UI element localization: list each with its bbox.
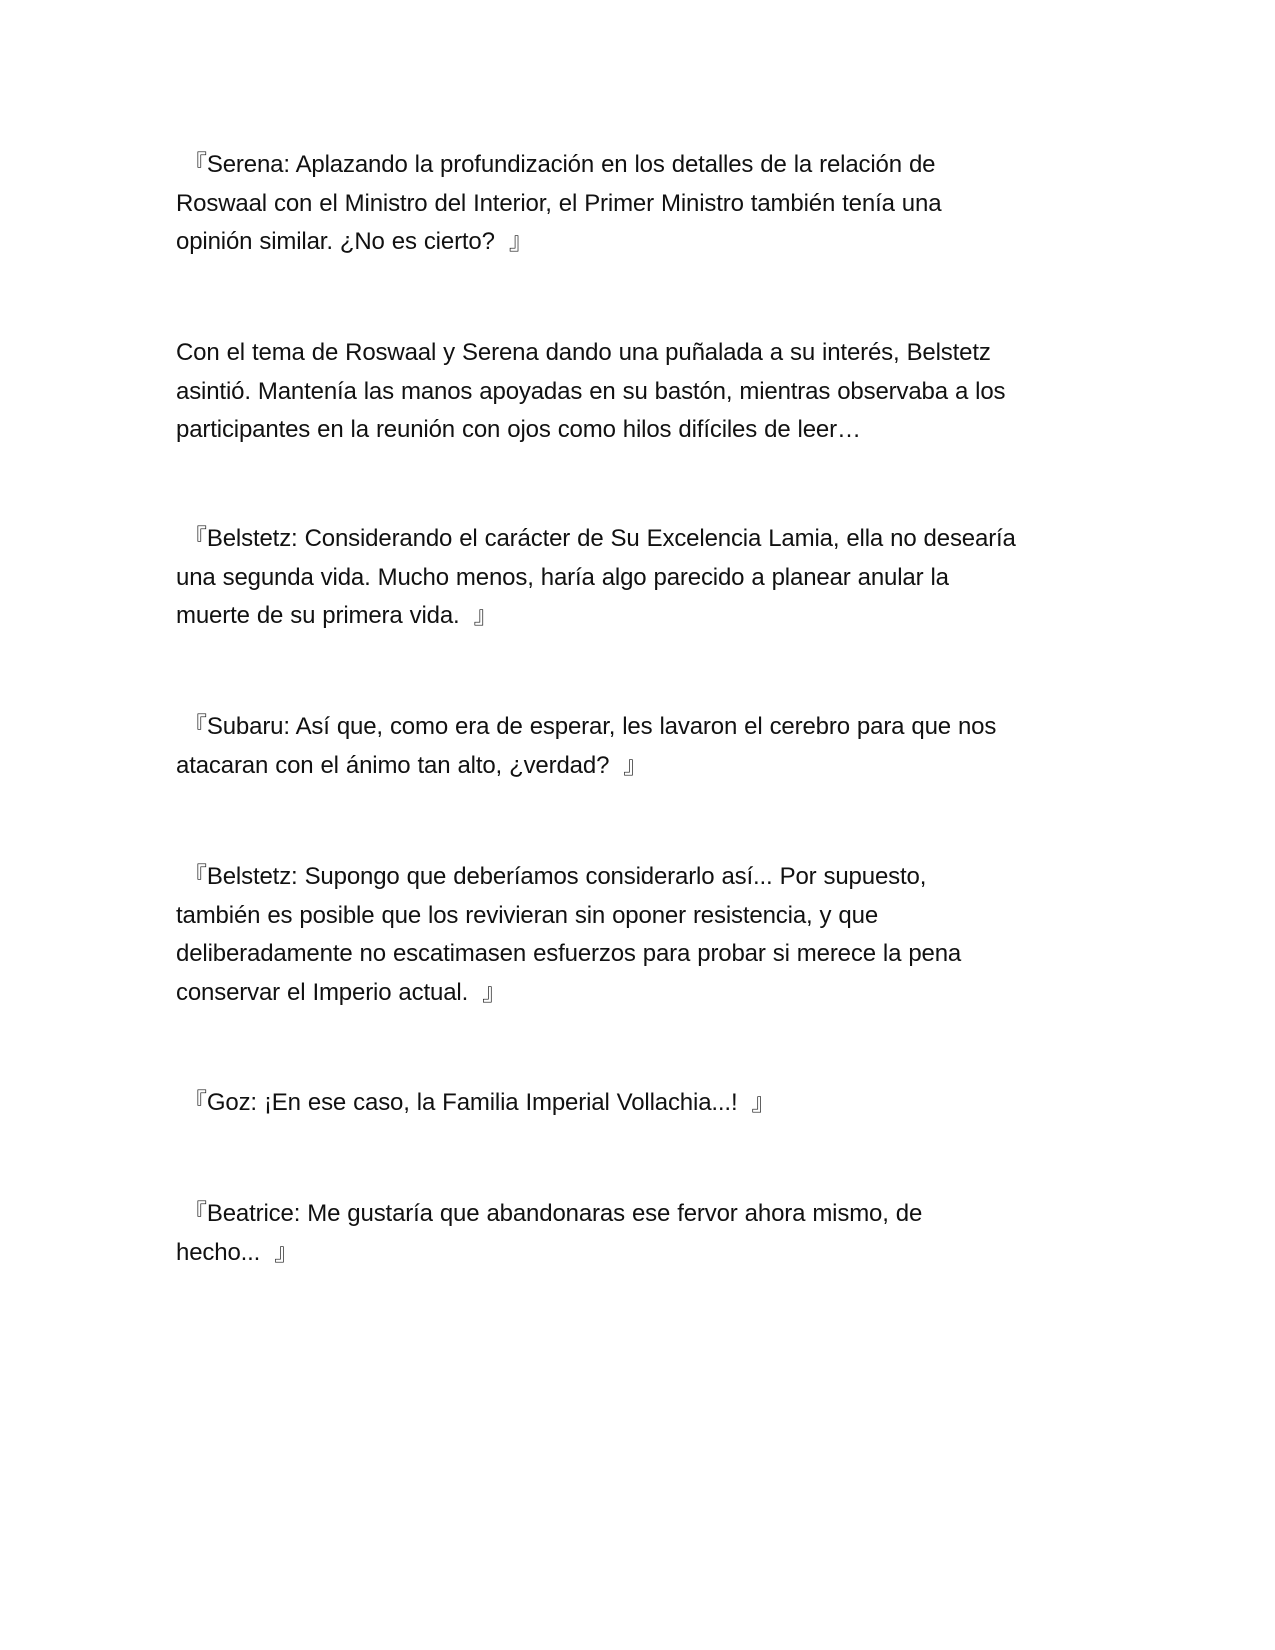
text-line: atacaran con el ánimo tan alto, ¿verdad? 』 [176,751,648,779]
text-line: asintió. Mantenía las manos apoyadas en su bastón, mientras observaba a los [176,377,1006,405]
paragraph-beatrice-dialogue [176,1195,1096,1272]
text-line: 『Serena: Aplazando la profundización en los detalles de la relación de [176,151,936,178]
text-line: conservar el Imperio actual. 』 [176,978,506,1006]
text-line: deliberadamente no escatimasen esfuerzos para probar si merece la pena [176,940,962,967]
text-line: también es posible que los revivieran sin oponer resistencia, y que [176,901,879,929]
text-line: participantes en la reunión con ojos como hilos difíciles de leer… [176,416,861,443]
paragraph-belstetz-dialogue-2 [176,858,1096,1012]
text-line: muerte de su primera vida. 』 [176,602,498,629]
paragraph-subaru-dialogue [176,708,1096,785]
text-line: 『Subaru: Así que, como era de esperar, les lavaron el cerebro para que nos [176,713,997,740]
text-line: una segunda vida. Mucho menos, haría algo parecido a planear anular la [176,563,949,591]
paragraph-serena-dialogue [176,146,1096,262]
text-line: 『Beatrice: Me gustaría que abandonaras ese fervor ahora mismo, de [176,1200,923,1227]
text-line: 『Belstetz: Supongo que deberíamos considerarlo así... Por supuesto, [176,863,927,890]
text-line: 『Goz: ¡En ese caso, la Familia Imperial Vollachia...! 』 [176,1089,776,1116]
text-line: opinión similar. ¿No es cierto? 』 [176,228,533,255]
paragraph-goz-dialogue [176,1084,1096,1123]
text-line: Con el tema de Roswaal y Serena dando una puñalada a su interés, Belstetz [176,339,991,366]
text-line: 『Belstetz: Considerando el carácter de Su Excelencia Lamia, ella no desearía [176,525,1016,552]
paragraph-belstetz-dialogue-1 [176,520,1096,636]
text-line: hecho... 』 [176,1238,299,1266]
text-line: Roswaal con el Ministro del Interior, el Primer Ministro también tenía una [176,189,942,217]
paragraph-narration [176,334,1096,450]
